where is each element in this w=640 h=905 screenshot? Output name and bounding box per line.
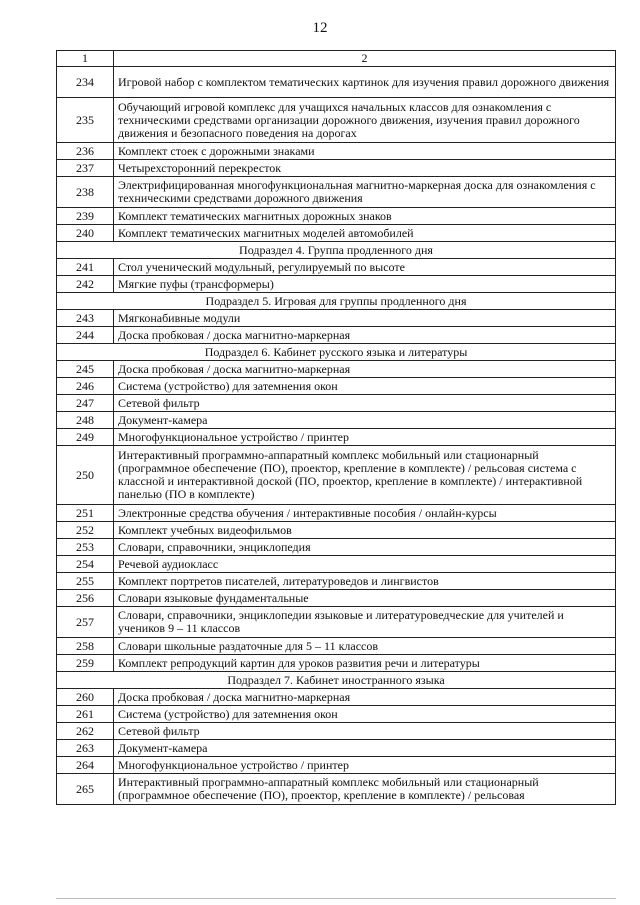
row-number: 244 xyxy=(57,327,114,344)
table-row xyxy=(57,706,616,723)
subsection-title: Подраздел 6. Кабинет русского языка и литературы xyxy=(57,344,616,361)
table-row xyxy=(57,607,616,638)
item-name: Система (устройство) для затемнения окон xyxy=(114,706,616,723)
table-row xyxy=(57,208,616,225)
row-number: 249 xyxy=(57,429,114,446)
row-number: 247 xyxy=(57,395,114,412)
row-number: 262 xyxy=(57,723,114,740)
table-row xyxy=(57,522,616,539)
table-row xyxy=(57,143,616,160)
item-name: Документ-камера xyxy=(114,412,616,429)
table-row xyxy=(57,774,616,805)
table-row xyxy=(57,556,616,573)
table-row xyxy=(57,361,616,378)
row-number: 239 xyxy=(57,208,114,225)
table-row xyxy=(57,655,616,672)
table-row xyxy=(57,378,616,395)
table-row xyxy=(57,723,616,740)
row-number: 256 xyxy=(57,590,114,607)
subsection-title: Подраздел 7. Кабинет иностранного языка xyxy=(57,672,616,689)
table-row xyxy=(57,740,616,757)
table-row xyxy=(57,225,616,242)
table-row xyxy=(57,573,616,590)
item-name: Доска пробковая / доска магнитно-маркерная xyxy=(114,361,616,378)
item-name: Комплект тематических магнитных дорожных знаков xyxy=(114,208,616,225)
item-name: Доска пробковая / доска магнитно-маркерная xyxy=(114,689,616,706)
page-number: 12 xyxy=(312,20,328,36)
header-col-number: 1 xyxy=(57,51,114,67)
table-row xyxy=(57,638,616,655)
item-name: Сетевой фильтр xyxy=(114,723,616,740)
item-name: Словари, справочники, энциклопедия xyxy=(114,539,616,556)
table-row xyxy=(57,446,616,505)
item-name: Электрифицированная многофункциональная магнитно-маркерная доска для ознакомления с техническими средствами дорожного движения xyxy=(114,177,616,208)
item-name: Четырехсторонний перекресток xyxy=(114,160,616,177)
table-row xyxy=(57,395,616,412)
item-name: Сетевой фильтр xyxy=(114,395,616,412)
equipment-table xyxy=(56,50,616,805)
row-number: 246 xyxy=(57,378,114,395)
table-header-row xyxy=(57,51,616,67)
table-row xyxy=(57,259,616,276)
subsection-row xyxy=(57,293,616,310)
item-name: Документ-камера xyxy=(114,740,616,757)
table-row xyxy=(57,539,616,556)
subsection-row xyxy=(57,242,616,259)
table-row xyxy=(57,177,616,208)
subsection-row xyxy=(57,672,616,689)
item-name: Многофункциональное устройство / принтер xyxy=(114,429,616,446)
item-name: Многофункциональное устройство / принтер xyxy=(114,757,616,774)
row-number: 251 xyxy=(57,505,114,522)
item-name: Речевой аудиокласс xyxy=(114,556,616,573)
table-row xyxy=(57,689,616,706)
table-row xyxy=(57,67,616,98)
row-number: 264 xyxy=(57,757,114,774)
item-name: Словари школьные раздаточные для 5 – 11 классов xyxy=(114,638,616,655)
item-name: Комплект портретов писателей, литературоведов и лингвистов xyxy=(114,573,616,590)
row-number: 250 xyxy=(57,446,114,505)
page-bottom-rule xyxy=(56,898,616,899)
table-row xyxy=(57,429,616,446)
row-number: 237 xyxy=(57,160,114,177)
item-name: Интерактивный программно-аппаратный комплекс мобильный или стационарный (программное обеспечение (ПО), проектор, крепление в комплекте) / рельсовая система с классной и интерактивной доской (ПО, проектор, крепление в комплекте) / интерактивной панелью (ПО в комплекте) xyxy=(114,446,616,505)
row-number: 248 xyxy=(57,412,114,429)
row-number: 245 xyxy=(57,361,114,378)
item-name: Комплект тематических магнитных моделей автомобилей xyxy=(114,225,616,242)
item-name: Электронные средства обучения / интерактивные пособия / онлайн-курсы xyxy=(114,505,616,522)
item-name: Мягкие пуфы (трансформеры) xyxy=(114,276,616,293)
item-name: Комплект репродукций картин для уроков развития речи и литературы xyxy=(114,655,616,672)
row-number: 259 xyxy=(57,655,114,672)
row-number: 254 xyxy=(57,556,114,573)
table-row xyxy=(57,98,616,143)
row-number: 258 xyxy=(57,638,114,655)
row-number: 235 xyxy=(57,98,114,143)
table-row xyxy=(57,590,616,607)
subsection-row xyxy=(57,344,616,361)
table-row xyxy=(57,327,616,344)
item-name: Стол ученический модульный, регулируемый по высоте xyxy=(114,259,616,276)
row-number: 243 xyxy=(57,310,114,327)
item-name: Комплект стоек с дорожными знаками xyxy=(114,143,616,160)
row-number: 241 xyxy=(57,259,114,276)
table-row xyxy=(57,276,616,293)
item-name: Система (устройство) для затемнения окон xyxy=(114,378,616,395)
header-col-name: 2 xyxy=(114,51,616,67)
row-number: 253 xyxy=(57,539,114,556)
row-number: 238 xyxy=(57,177,114,208)
table-row xyxy=(57,505,616,522)
row-number: 265 xyxy=(57,774,114,805)
row-number: 263 xyxy=(57,740,114,757)
table-row xyxy=(57,160,616,177)
row-number: 236 xyxy=(57,143,114,160)
item-name: Обучающий игровой комплекс для учащихся начальных классов для ознакомления с техническими средствами организации дорожного движения, изучения правил дорожного движения и безопасного поведения на дорогах xyxy=(114,98,616,143)
table-row xyxy=(57,310,616,327)
item-name: Игровой набор с комплектом тематических картинок для изучения правил дорожного движения xyxy=(114,67,616,98)
item-name: Интерактивный программно-аппаратный комплекс мобильный или стационарный (программное обеспечение (ПО), проектор, крепление в комплекте) / рельсовая xyxy=(114,774,616,805)
row-number: 252 xyxy=(57,522,114,539)
table-row xyxy=(57,757,616,774)
row-number: 255 xyxy=(57,573,114,590)
table-row xyxy=(57,412,616,429)
row-number: 242 xyxy=(57,276,114,293)
subsection-title: Подраздел 5. Игровая для группы продленного дня xyxy=(57,293,616,310)
item-name: Комплект учебных видеофильмов xyxy=(114,522,616,539)
row-number: 234 xyxy=(57,67,114,98)
row-number: 260 xyxy=(57,689,114,706)
item-name: Словари языковые фундаментальные xyxy=(114,590,616,607)
item-name: Мягконабивные модули xyxy=(114,310,616,327)
item-name: Словари, справочники, энциклопедии языковые и литературоведческие для учителей и учеников 9 – 11 классов xyxy=(114,607,616,638)
item-name: Доска пробковая / доска магнитно-маркерная xyxy=(114,327,616,344)
row-number: 257 xyxy=(57,607,114,638)
row-number: 240 xyxy=(57,225,114,242)
subsection-title: Подраздел 4. Группа продленного дня xyxy=(57,242,616,259)
row-number: 261 xyxy=(57,706,114,723)
